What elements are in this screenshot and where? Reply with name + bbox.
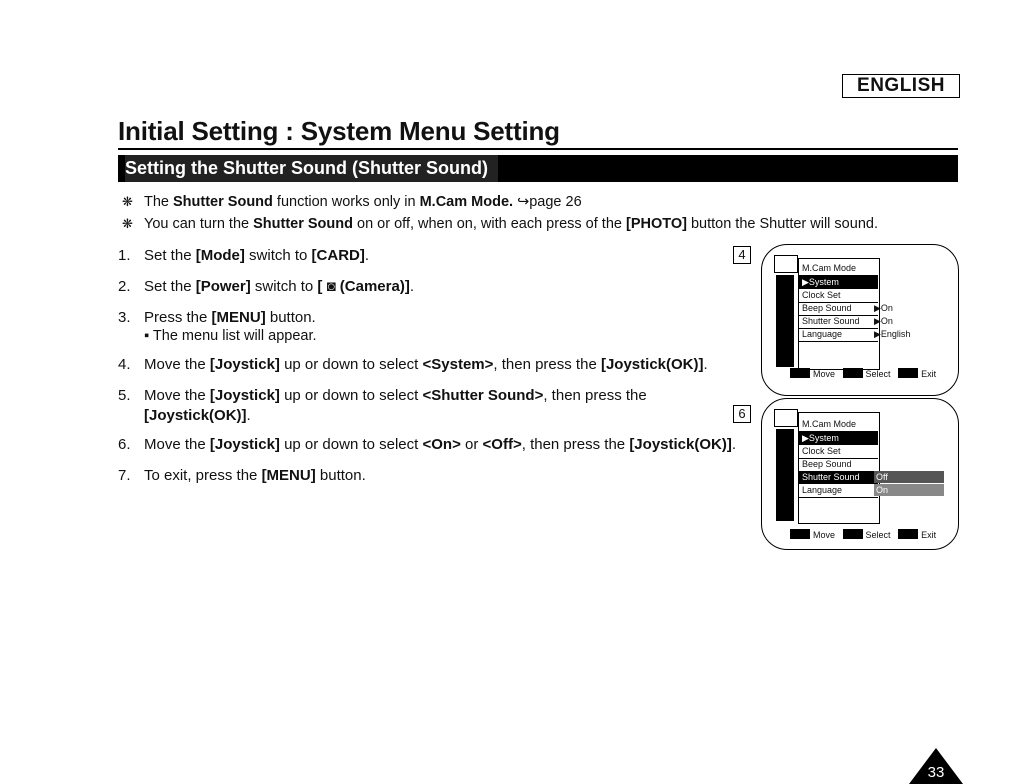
menu-value: ▶On: [874, 316, 893, 326]
menu-screen-6: [761, 398, 959, 550]
menu-icon-column: [776, 275, 794, 367]
menu-item-selected: Shutter Sound: [798, 471, 878, 484]
camera-icon: [774, 255, 798, 273]
menu-screen-4: [761, 244, 959, 396]
note-text: on or off, when on, with each press of the: [353, 216, 626, 232]
ok-icon: [843, 529, 863, 539]
note-text: The: [144, 194, 174, 210]
note-text: function works only in: [272, 194, 420, 210]
menu-icon: [898, 529, 918, 539]
bullet-icon: ❋: [122, 216, 133, 231]
note-bold: Shutter Sound: [253, 216, 353, 232]
step-5-cont: [Joystick(OK)].: [144, 407, 251, 424]
menu-option-on: On: [874, 484, 944, 496]
menu-item-system: ▶System: [798, 276, 878, 289]
menu-mode-title: M.Cam Mode: [798, 418, 878, 432]
menu-item: Clock Set: [798, 445, 878, 459]
note-item: [122, 213, 878, 235]
note-bold: M.Cam Mode.: [419, 194, 514, 210]
step-4: 4. Move the [Joystick] up or down to select <System>, then press the [Joystick(OK)].: [118, 356, 708, 373]
note-bold: [PHOTO]: [625, 216, 687, 232]
menu-item: Shutter Sound: [798, 315, 878, 329]
step-3-sub: ▪ The menu list will appear.: [144, 328, 317, 344]
move-icon: [790, 529, 810, 539]
menu-item: Language: [798, 484, 878, 498]
section-header: [118, 155, 958, 182]
menu-item-system: ▶System: [798, 432, 878, 445]
menu-icon-column: [776, 429, 794, 521]
ok-icon: [843, 368, 863, 378]
step-7: 7. To exit, press the [MENU] button.: [118, 467, 366, 484]
menu-value: ▶On: [874, 303, 893, 313]
menu-footer: Move Select Exit: [790, 529, 936, 540]
note-text: button the Shutter will sound.: [686, 216, 878, 232]
title-rule: [118, 148, 958, 150]
menu-item: Beep Sound: [798, 302, 878, 316]
bullet-icon: ❋: [122, 194, 133, 209]
note-item: [122, 191, 878, 213]
menu-item: Clock Set: [798, 289, 878, 303]
page-number: 33: [927, 764, 945, 781]
note-list: [122, 191, 878, 235]
menu-value: ▶English: [874, 329, 911, 339]
step-6: 6. Move the [Joystick] up or down to select <On> or <Off>, then press the [Joystick(OK)].: [118, 436, 737, 453]
menu-item: Beep Sound: [798, 458, 878, 472]
step-1: 1. Set the [Mode] switch to [CARD].: [118, 247, 370, 264]
screen-4-label: 4: [733, 246, 751, 264]
menu-mode-title: M.Cam Mode: [798, 262, 878, 276]
camera-icon: [774, 409, 798, 427]
page-reference: ↪page 26: [513, 194, 582, 210]
menu-icon: [898, 368, 918, 378]
step-2: 2. Set the [Power] switch to [ ◙ (Camera)].: [118, 278, 414, 295]
menu-footer: Move Select Exit: [790, 368, 936, 379]
menu-option-off: Off: [874, 471, 944, 483]
language-label: ENGLISH: [842, 74, 960, 98]
step-3: 3. Press the [MENU] button.: [118, 309, 316, 326]
page-title: Initial Setting : System Menu Setting: [118, 116, 560, 146]
section-title: Setting the Shutter Sound (Shutter Sound): [125, 155, 498, 182]
screen-6-label: 6: [733, 405, 751, 423]
step-5: 5. Move the [Joystick] up or down to select <Shutter Sound>, then press the: [118, 387, 647, 404]
move-icon: [790, 368, 810, 378]
note-text: You can turn the: [144, 216, 254, 232]
note-bold: Shutter Sound: [173, 194, 273, 210]
menu-item: Language: [798, 328, 878, 342]
